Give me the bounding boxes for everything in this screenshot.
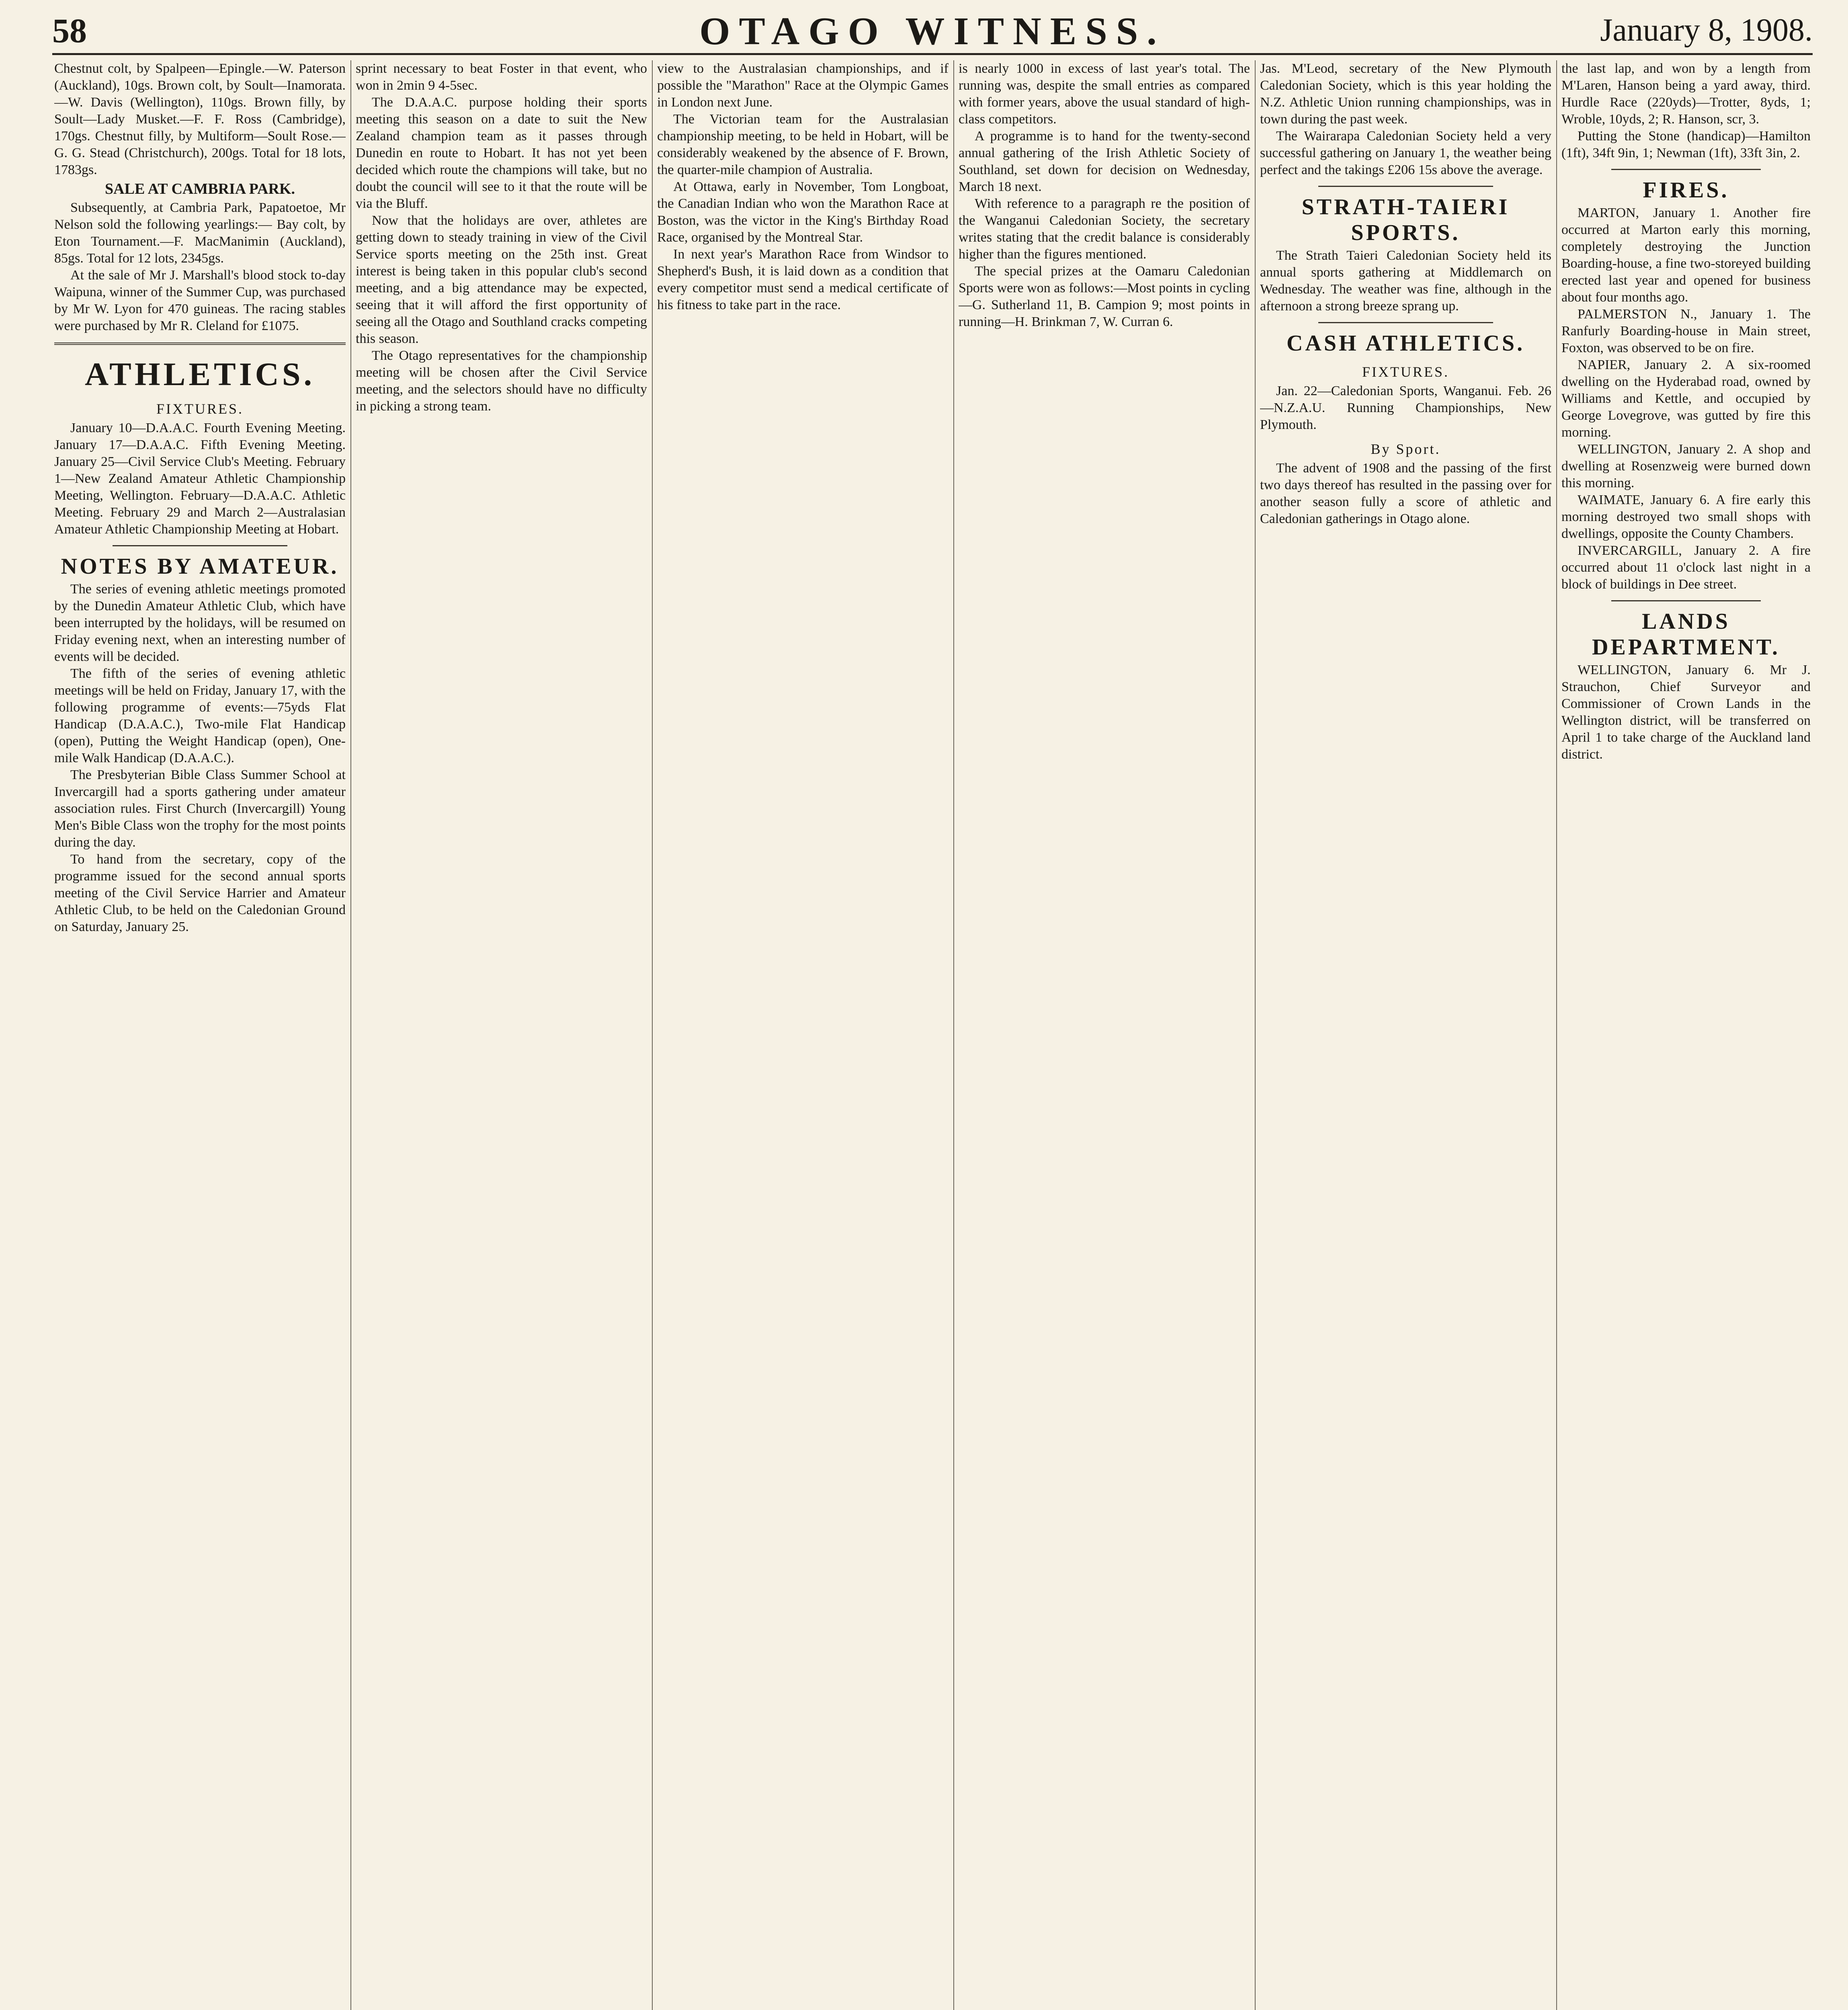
paragraph: The Wairarapa Caledonian Society held a very successful gathering on January 1, the weather being perfect and the takings £206 15s above the average.: [1260, 129, 1551, 177]
paragraph: In next year's Marathon Race from Windsor to Shepherd's Bush, it is laid down as a condition that every competitor must send a medical certificate of his fitness to take part in the race.: [657, 247, 949, 312]
paragraph: Putting the Stone (handicap)—Hamilton (1ft), 34ft 9in, 1; Newman (1ft), 33ft 3in, 2.: [1561, 129, 1811, 160]
column-6: [1561, 60, 1811, 2010]
column-divider: [1556, 60, 1557, 2010]
column-divider: [953, 60, 954, 2010]
paragraph: sprint necessary to beat Foster in that event, who won in 2min 9 4-5sec.: [356, 61, 647, 93]
paragraph: At Ottawa, early in November, Tom Longboat, the Canadian Indian who won the Marathon Race at Boston, was the victor in the King's Birthday Road Race, organised by the Montreal Star.: [657, 179, 949, 245]
paragraph: The series of evening athletic meetings promoted by the Dunedin Amateur Athletic Club, which have been interrupted by the holidays, will be resumed on Friday evening next, when an interesting number of events will be decided.: [54, 582, 346, 664]
paragraph: The Strath Taieri Caledonian Society held its annual sports gathering at Middlemarch on Wednesday. The weather was fine, although in the afternoon a strong breeze sprang up.: [1260, 248, 1551, 314]
paragraph: PALMERSTON N., January 1. The Ranfurly Boarding-house in Main street, Foxton, was observed to be on fire.: [1561, 307, 1811, 355]
section-heading: FIRES.: [1643, 178, 1729, 203]
fixtures-list: Jan. 22—Caledonian Sports, Wanganui. Feb. 26—N.Z.A.U. Running Championships, New Plymouth.: [1260, 384, 1551, 432]
fixtures-list: January 10—D.A.A.C. Fourth Evening Meeting. January 17—D.A.A.C. Fifth Evening Meeting. January 25—Civil Service Club's Meeting. February 1—New Zealand Amateur Athletic Championship Meeting, Wellington. February—D.A.A.C. Athletic Meeting. February 29 and March 2—Australasian Amateur Athletic Championship Meeting at Hobart.: [54, 420, 346, 537]
page-header: [52, 5, 1813, 57]
column-2: [356, 60, 647, 2010]
paragraph: view to the Australasian championships, and if possible the "Marathon" Race at the Olympic Games in London next June.: [657, 61, 949, 110]
paragraph: MARTON, January 1. Another fire occurred at Marton early this morning, completely destroying the Junction Boarding-house, a fine two-storeyed building erected last year and opened for business about four months ago.: [1561, 205, 1811, 305]
column-divider: [350, 60, 351, 2010]
paragraph: With reference to a paragraph re the position of the Wanganui Caledonian Society, the secretary writes stating that the credit balance is considerably higher than the figures mentioned.: [959, 196, 1250, 262]
column-4: [959, 60, 1250, 2010]
paragraph: The Victorian team for the Australasian championship meeting, to be held in Hobart, will be considerably weakened by the absence of F. Brown, the quarter-mile champion of Australia.: [657, 112, 949, 177]
paragraph: At the sale of Mr J. Marshall's blood stock to-day Waipuna, winner of the Summer Cup, was purchased by Mr W. Lyon for 470 guineas. The racing stables were purchased by Mr R. Cleland for £1075.: [54, 268, 346, 333]
issue-date: January 8, 1908.: [1600, 12, 1813, 48]
divider: [54, 343, 346, 345]
paragraph: Now that the holidays are over, athletes are getting down to steady training in view of the Civil Service sports meeting on the 25th inst. Great interest is being taken in this popular club's second meeting, and a big attendance may be expected, seeing that it will afford the first opportunity of seeing all the Otago and Southland cracks competing this season.: [356, 213, 647, 346]
subheading: FIXTURES.: [1362, 364, 1450, 380]
byline: By Sport.: [1371, 441, 1441, 457]
divider: [1611, 600, 1761, 601]
divider: [1611, 169, 1761, 170]
paragraph: Jas. M'Leod, secretary of the New Plymouth Caledonian Society, which is this year holding the N.Z. Athletic Union running championships, was in town during the past week.: [1260, 61, 1551, 127]
header-rule: [52, 53, 1813, 55]
paragraph: the last lap, and won by a length from M'Laren, Hanson being a yard away, third. Hurdle Race (220yds)—Trotter, 8yds, 1; Wroble, 10yds, 2; R. Hanson, scr, 3.: [1561, 61, 1811, 127]
column-1: [54, 60, 346, 2010]
section-heading: NOTES BY AMATEUR.: [61, 554, 339, 579]
divider: [1318, 322, 1493, 323]
paragraph: The fifth of the series of evening athletic meetings will be held on Friday, January 17, with the following programme of events:—75yds Flat Handicap (D.A.A.C.), Two-mile Flat Handicap (open), Putting the Weight Handicap (open), One-mile Walk Handicap (D.A.A.C.).: [54, 666, 346, 765]
column-divider: [1255, 60, 1256, 2010]
section-heading: LANDS DEPARTMENT.: [1592, 609, 1780, 660]
paragraph: INVERCARGILL, January 2. A fire occurred about 11 o'clock last night in a block of buildings in Dee street.: [1561, 543, 1811, 592]
paragraph: The advent of 1908 and the passing of the first two days thereof has resulted in the passing over for another season fully a score of athletic and Caledonian gatherings in Otago alone.: [1260, 461, 1551, 526]
column-3: [657, 60, 949, 2010]
subheading: FIXTURES.: [156, 401, 244, 417]
section-heading: SALE AT CAMBRIA PARK.: [105, 180, 295, 197]
paragraph: The Otago representatives for the championship meeting will be chosen after the Civil Service meeting, and the selectors should have no difficulty in picking a strong team.: [356, 348, 647, 414]
paragraph: The D.A.A.C. purpose holding their sports meeting this season on a date to suit the New Zealand champion team as it passes through Dunedin en route to Hobart. It has not yet been decided which route the champions will take, but no doubt the council will see to it that the route will be via the Bluff.: [356, 95, 647, 211]
paragraph: WAIMATE, January 6. A fire early this morning destroyed two small shops with dwellings, opposite the County Chambers.: [1561, 492, 1811, 541]
paragraph: To hand from the secretary, copy of the programme issued for the second annual sports meeting of the Civil Service Harrier and Amateur Athletic Club, to be held on the Caledonian Ground on Saturday, January 25.: [54, 852, 346, 934]
paragraph: A programme is to hand for the twenty-second annual gathering of the Irish Athletic Society of Southland, set down for decision on Wednesday, March 18 next.: [959, 129, 1250, 194]
section-heading: CASH ATHLETICS.: [1286, 331, 1525, 356]
paragraph: Chestnut colt, by Spalpeen—Epingle.—W. Paterson (Auckland), 10gs. Brown colt, by Soult—Inamorata.—W. Davis (Wellington), 110gs. Brown filly, by Soult—Lady Musket.—F. F. Ross (Cambridge), 170gs. Chestnut filly, by Multiform—Soult Rose.—G. G. Stead (Christchurch), 200gs. Total for 18 lots, 1783gs.: [54, 61, 346, 177]
divider: [113, 545, 287, 546]
paragraph: WELLINGTON, January 2. A shop and dwelling at Rosenzweig were burned down this morning.: [1561, 442, 1811, 490]
column-divider: [652, 60, 653, 2010]
paragraph: The Presbyterian Bible Class Summer School at Invercargill had a sports gathering under amateur association rules. First Church (Invercargill) Young Men's Bible Class won the trophy for the most points during the day.: [54, 767, 346, 850]
masthead-title: OTAGO WITNESS.: [699, 10, 1166, 53]
column-5: [1260, 60, 1551, 2010]
divider: [1318, 186, 1493, 187]
section-heading-athletics: ATHLETICS.: [85, 356, 315, 392]
paragraph: is nearly 1000 in excess of last year's total. The running was, despite the small entries as compared with former years, above the usual standard of high-class competitors.: [959, 61, 1250, 127]
paragraph: The special prizes at the Oamaru Caledonian Sports were won as follows:—Most points in cycling—G. Sutherland 11, B. Campion 9; most points in running—H. Brinkman 7, W. Curran 6.: [959, 264, 1250, 329]
paragraph: NAPIER, January 2. A six-roomed dwelling on the Hyderabad road, owned by Williams and Kettle, and occupied by George Lovegrove, was gutted by fire this morning.: [1561, 357, 1811, 440]
section-heading: STRATH-TAIERI SPORTS.: [1301, 195, 1510, 245]
page-number: 58: [52, 11, 87, 50]
paragraph: WELLINGTON, January 6. Mr J. Strauchon, Chief Surveyor and Commissioner of Crown Lands in the Wellington district, will be transferred on April 1 to take charge of the Auckland land district.: [1561, 662, 1811, 762]
paragraph: Subsequently, at Cambria Park, Papatoetoe, Mr Nelson sold the following yearlings:— Bay colt, by Eton Tournament.—F. MacManimin (Auckland), 85gs. Total for 12 lots, 2345gs.: [54, 200, 346, 266]
